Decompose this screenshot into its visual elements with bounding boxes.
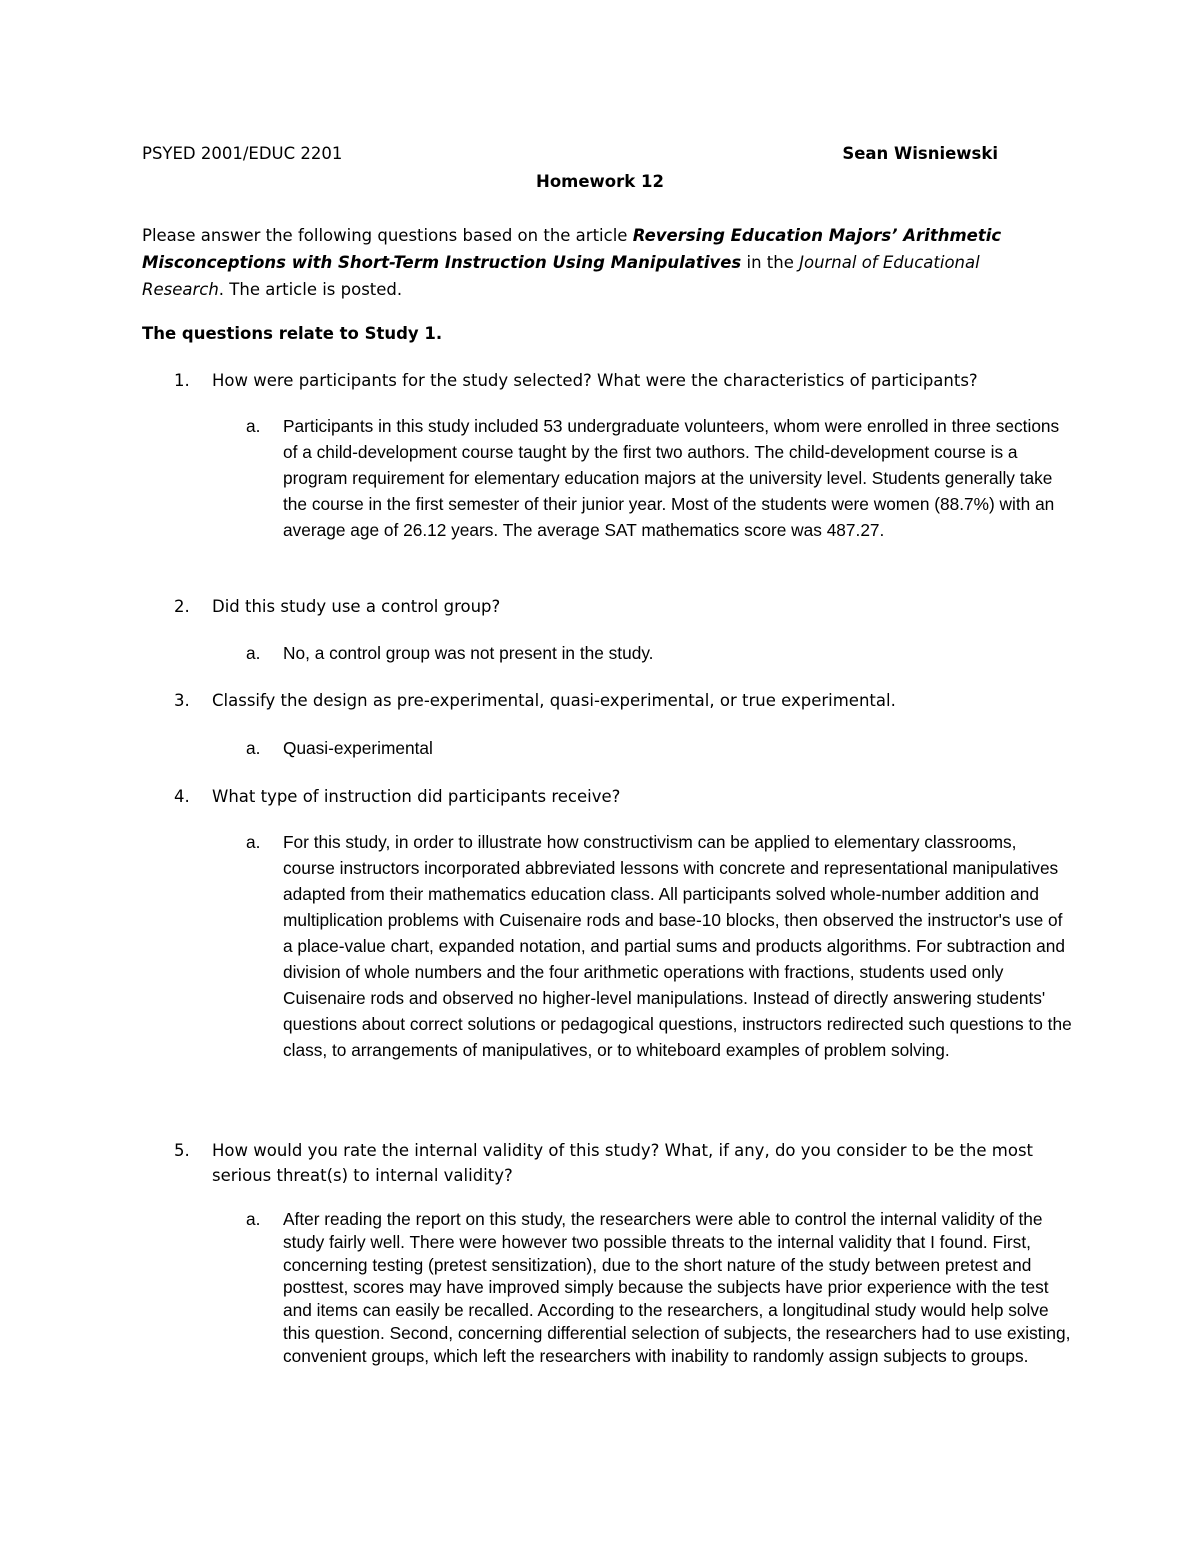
- question-text: How were participants for the study selected? What were the characteristics of participants?: [212, 371, 978, 390]
- answer-letter: a.: [246, 1209, 261, 1229]
- answer-letter: a.: [246, 643, 261, 663]
- question-text: Did this study use a control group?: [212, 597, 501, 616]
- question-number: 5.: [174, 1141, 190, 1160]
- answer-letter: a.: [246, 738, 261, 758]
- document-header: [142, 144, 998, 170]
- course-code: PSYED 2001/EDUC 2201: [142, 144, 343, 163]
- answer-text: Participants in this study included 53 undergraduate volunteers, whom were enrolled in three sections of a child-development course taught by the first two authors. The child-development course is a program requirement for elementary education majors at the university level. Students generally take the course in the first semester of their junior year. Most of the students were women (88.7%) with an average age of 26.12 years. The average SAT mathematics score was 487.27.: [283, 416, 1060, 540]
- answer-letter: a.: [246, 832, 261, 852]
- question-text: How would you rate the internal validity of this study? What, if any, do you consider to be the most serious threat(s) to internal validity?: [212, 1141, 1034, 1185]
- instructions-suffix: . The article is posted.: [218, 280, 403, 299]
- instructions-middle: in the: [741, 253, 800, 272]
- answer-text: For this study, in order to illustrate how constructivism can be applied to elementary classrooms, course instructors incorporated abbreviated lessons with concrete and representational manipulatives adapted from their mathematics education class. All participants solved whole-number addition and multiplication problems with Cuisenaire rods and base-10 blocks, then observed the instructor's use of a place-value chart, expanded notation, and partial sums and products algorithms. For subtraction and division of whole numbers and the four arithmetic operations with fractions, students used only Cuisenaire rods and observed no higher-level manipulations. Instead of directly answering students' questions about correct solutions or pedagogical questions, instructors redirected such questions to the class, to arrangements of manipulatives, or to whiteboard examples of problem solving.: [283, 832, 1072, 1060]
- instructions-prefix: Please answer the following questions based on the article: [142, 226, 633, 245]
- instructions-paragraph: [142, 222, 1022, 303]
- study-note: The questions relate to Study 1.: [142, 324, 443, 343]
- question-number: 1.: [174, 371, 190, 390]
- question-number: 2.: [174, 597, 190, 616]
- question-text: Classify the design as pre-experimental, quasi-experimental, or true experimental.: [212, 691, 896, 710]
- journal-name: Journal of Educational Research: [142, 253, 980, 299]
- article-title: Reversing Education Majors’ Arithmetic Misconceptions with Short-Term Instruction Using Manipulatives: [142, 226, 1002, 272]
- answer-text: No, a control group was not present in the study.: [283, 643, 654, 663]
- answer-text: After reading the report on this study, the researchers were able to control the internal validity of the study fairly well. There were however two possible threats to the internal validity that I found. First, concerning testing (pretest sensitization), due to the short nature of the study between pretest and posttest, scores may have improved simply because the subjects have prior experience with the test and items can easily be recalled. According to the researchers, a longitudinal study would help solve this question. Second, concerning differential selection of subjects, the researchers had to use existing, convenient groups, which left the researchers with inability to randomly assign subjects to groups.: [283, 1209, 1071, 1366]
- answer-letter: a.: [246, 416, 261, 436]
- answer-text: Quasi-experimental: [283, 738, 433, 758]
- question-number: 4.: [174, 787, 190, 806]
- homework-title: Homework 12: [536, 172, 664, 191]
- question-text: What type of instruction did participants receive?: [212, 787, 621, 806]
- student-name: Sean Wisniewski: [842, 144, 998, 163]
- question-number: 3.: [174, 691, 190, 710]
